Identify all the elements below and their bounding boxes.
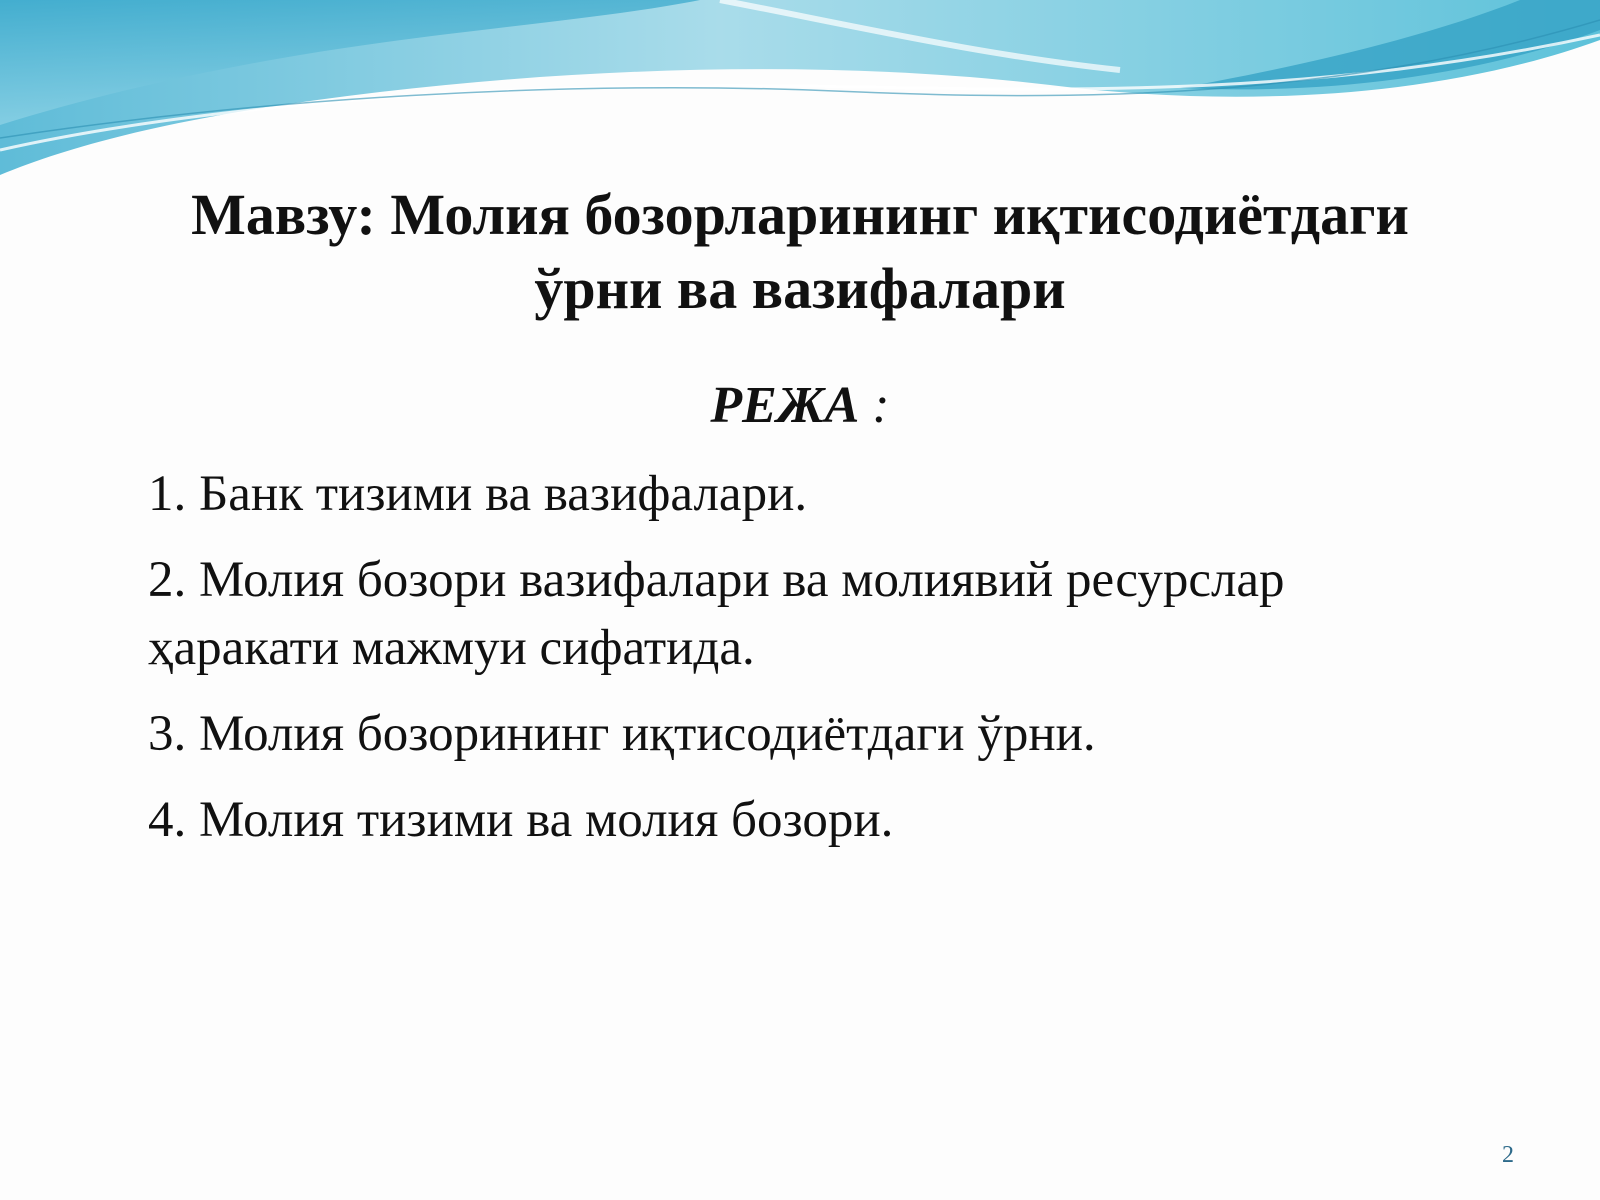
title-line-1: Мавзу: Молия бозорларининг иқтисодиётдаги <box>191 182 1409 247</box>
plan-heading <box>0 374 1600 438</box>
header-wave-decoration <box>0 0 1600 190</box>
title-line-2: ўрни ва вазифалари <box>534 256 1066 321</box>
plan-item-2: 2. Молия бозори вазифалари ва молиявий ресурслар ҳаракати мажмуи сифатида. <box>148 552 1285 676</box>
plan-heading-text: РЕЖА <box>710 377 860 434</box>
page-number: 2 <box>1502 1142 1514 1168</box>
plan-list <box>148 460 1458 872</box>
slide-title <box>100 178 1500 326</box>
plan-item-3: 3. Молия бозорининг иқтисодиётдаги ўрни. <box>148 706 1096 762</box>
plan-item-1: 1. Банк тизими ва вазифалари. <box>148 466 808 522</box>
plan-heading-colon: : <box>859 377 890 434</box>
plan-item-4: 4. Молия тизими ва молия бозори. <box>148 792 894 848</box>
